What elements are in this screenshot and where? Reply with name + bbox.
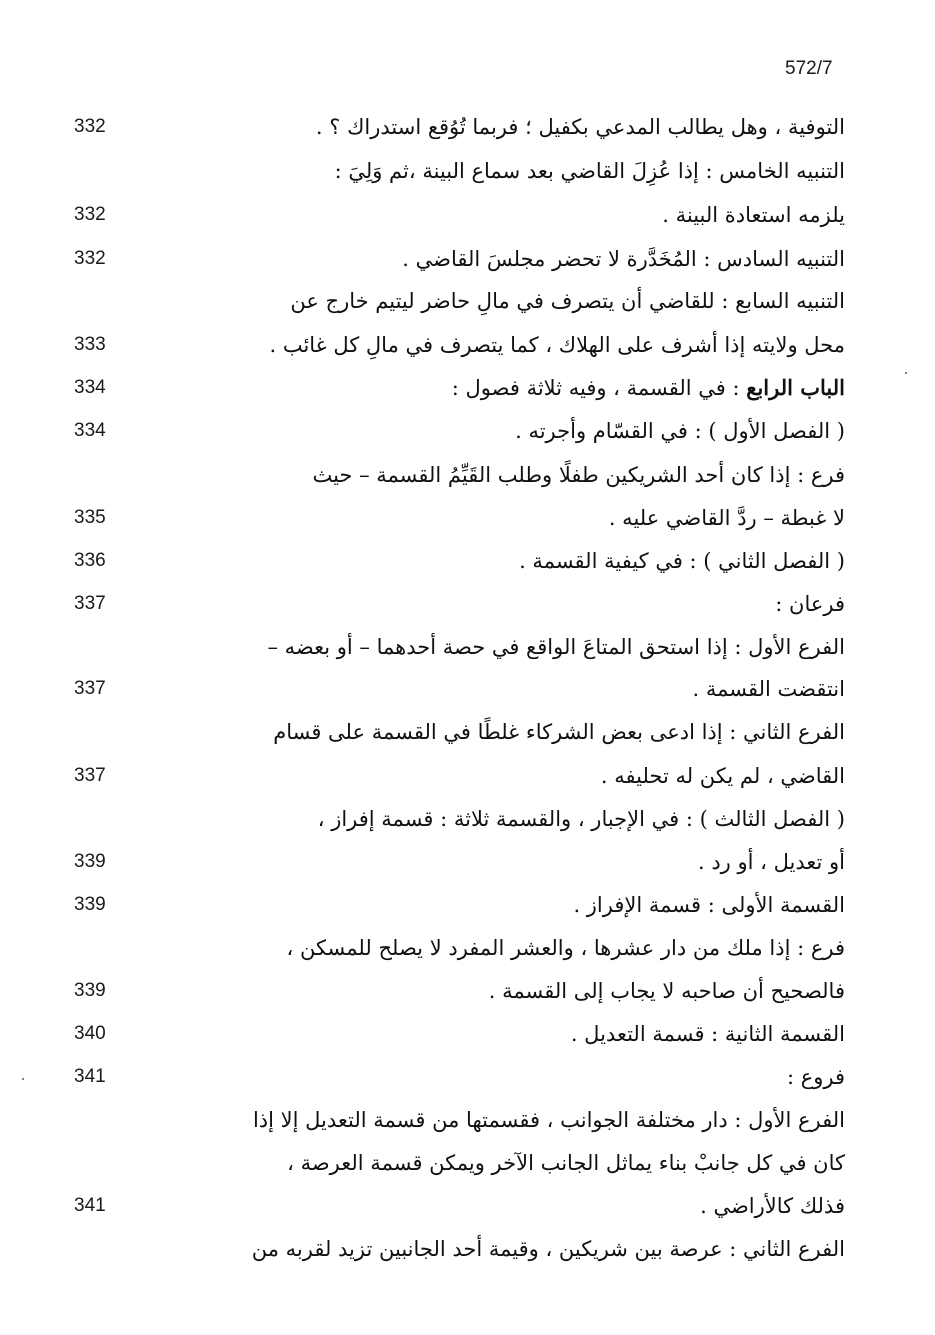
toc-page-number: 339	[74, 980, 106, 1001]
toc-line	[0, 1228, 935, 1270]
toc-line	[0, 1099, 935, 1141]
toc-line	[0, 626, 935, 668]
toc-line-text: يلزمه استعادة البينة .	[662, 203, 845, 227]
toc-page-number: 334	[74, 420, 106, 441]
toc-page-number: 339	[74, 851, 106, 872]
toc-page-number: 332	[74, 248, 106, 269]
toc-line	[0, 583, 935, 625]
toc-line	[0, 194, 935, 236]
toc-line	[0, 798, 935, 840]
page-header-number: 572/7	[785, 58, 833, 79]
toc-page-number: 339	[74, 894, 106, 915]
chapter-heading: الباب الرابع	[746, 375, 845, 400]
toc-line-text: لا غبطة – ردَّ القاضي عليه .	[608, 506, 845, 530]
toc-line-text: فذلك كالأراضي .	[700, 1194, 845, 1218]
toc-line-text: الفرع الثاني : عرصة بين شريكين ، وقيمة أحد الجانبين تزيد لقربه من	[251, 1237, 845, 1261]
toc-line-text: التوفية ، وهل يطالب المدعي بكفيل ؛ فربما تُوُقع استدراك ؟ .	[315, 115, 845, 139]
toc-page-number: 337	[74, 593, 106, 614]
toc-line	[0, 884, 935, 926]
toc-line	[0, 711, 935, 753]
toc-line-text: الفرع الثاني : إذا ادعى بعض الشركاء غلطًا في القسمة على قسام	[273, 720, 845, 744]
toc-line	[0, 1142, 935, 1184]
toc-line-text: فرع : إذا كان أحد الشريكين طفلًا وطلب القَيِّمُ القسمة – حيث	[312, 463, 845, 487]
toc-line	[0, 410, 935, 452]
toc-page-number: 337	[74, 678, 106, 699]
toc-line-text: ( الفصل الثالث ) : في الإجبار ، والقسمة ثلاثة : قسمة إفراز ،	[317, 807, 845, 831]
toc-line-text: أو تعديل ، أو رد .	[697, 850, 845, 874]
toc-line	[0, 841, 935, 883]
toc-line	[0, 755, 935, 797]
toc-line-text: الفرع الأول : إذا استحق المتاعَ الواقع في حصة أحدهما – أو بعضه –	[267, 635, 845, 659]
toc-page-number: 337	[74, 765, 106, 786]
toc-page-number: 332	[74, 116, 106, 137]
toc-line-text: انتقضت القسمة .	[692, 677, 845, 701]
toc-line-text: ( الفصل الثاني ) : في كيفية القسمة .	[519, 549, 845, 573]
toc-page-number: 340	[74, 1023, 106, 1044]
toc-line	[0, 454, 935, 496]
toc-line-text: فالصحيح أن صاحبه لا يجاب إلى القسمة .	[488, 979, 845, 1003]
toc-page-number: 336	[74, 550, 106, 571]
toc-line-text: فرعان :	[775, 592, 845, 616]
toc-line	[0, 150, 935, 192]
toc-line	[0, 668, 935, 710]
toc-page-number: 335	[74, 507, 106, 528]
toc-page-number: 333	[74, 334, 106, 355]
toc-line-text: القاضي ، لم يكن له تحليفه .	[600, 764, 845, 788]
toc-line-text: فرع : إذا ملك من دار عشرها ، والعشر المفرد لا يصلح للمسكن ،	[286, 936, 845, 960]
toc-line-text: الفرع الأول : دار مختلفة الجوانب ، فقسمتها من قسمة التعديل إلا إذا	[252, 1108, 845, 1132]
chapter-description: : في القسمة ، وفيه ثلاثة فصول :	[451, 376, 747, 400]
toc-line-text: كان في كل جانبْ بناء يماثل الجانب الآخر ويمكن قسمة العرصة ،	[287, 1151, 845, 1175]
toc-line	[0, 497, 935, 539]
toc-page-number: 334	[74, 377, 106, 398]
toc-line	[0, 540, 935, 582]
toc-line	[0, 1013, 935, 1055]
toc-line-text: ( الفصل الأول ) : في القسّام وأجرته .	[515, 419, 845, 443]
toc-line	[0, 367, 935, 409]
toc-line	[0, 1185, 935, 1227]
toc-line-text: فروع :	[786, 1065, 845, 1089]
toc-page-number: 341	[74, 1195, 106, 1216]
toc-line-text: التنبيه السابع : للقاضي أن يتصرف في مالِ حاضر ليتيم خارج عن	[290, 289, 845, 313]
scan-speck	[905, 372, 907, 374]
toc-line-text: القسمة الثانية : قسمة التعديل .	[570, 1022, 845, 1046]
toc-line-text: التنبيه السادس : المُخَدَّرة لا تحضر مجلسَ القاضي .	[402, 247, 845, 271]
toc-line	[0, 106, 935, 148]
toc-line	[0, 1056, 935, 1098]
toc-line	[0, 238, 935, 280]
toc-line	[0, 927, 935, 969]
toc-page-number: 332	[74, 204, 106, 225]
toc-line-text: القسمة الأولى : قسمة الإفراز .	[573, 893, 845, 917]
toc-line-text: التنبيه الخامس : إذا عُزِلَ القاضي بعد سماع البينة ،ثم وَلِيَ :	[334, 159, 845, 183]
toc-line	[0, 280, 935, 322]
toc-page-number: 341	[74, 1066, 106, 1087]
toc-line-text	[155, 367, 845, 409]
toc-line	[0, 324, 935, 366]
scan-speck	[22, 1078, 24, 1080]
toc-line	[0, 970, 935, 1012]
toc-line-text: محل ولايته إذا أشرف على الهلاك ، كما يتصرف في مالِ كل غائب .	[269, 333, 845, 357]
